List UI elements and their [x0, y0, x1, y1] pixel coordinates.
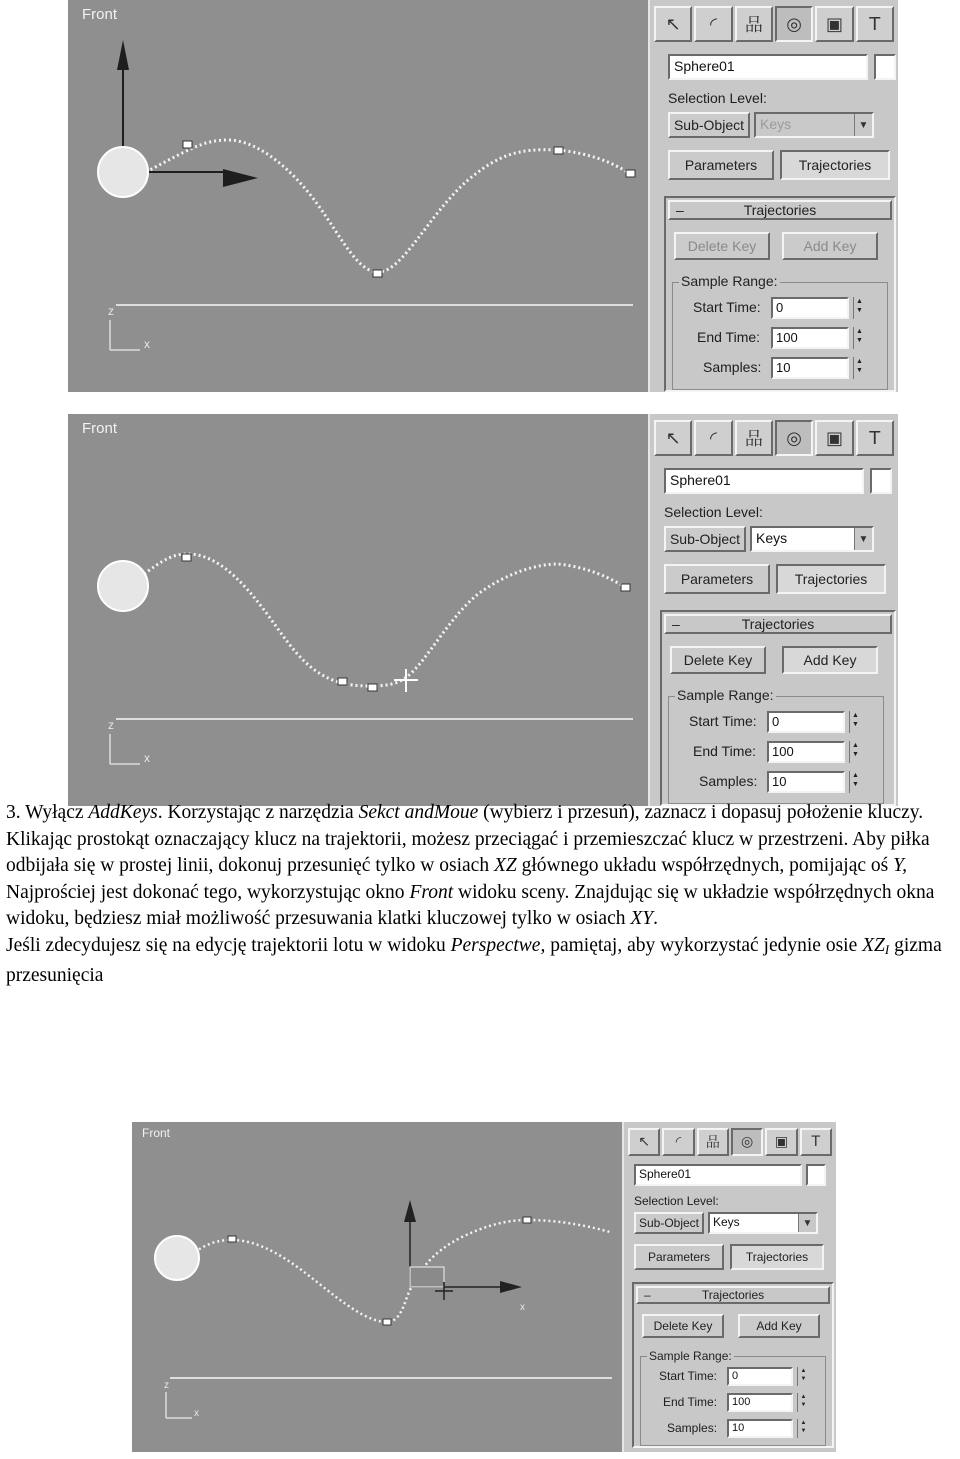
- key-marker: [626, 170, 635, 177]
- delete-key-button[interactable]: Delete Key: [674, 232, 770, 260]
- gizmo-plane-handle: [410, 1267, 444, 1287]
- sample-range-label: Sample Range:: [681, 273, 778, 289]
- end-time-label: End Time:: [693, 743, 757, 759]
- gizmo-x-arrow: [223, 169, 258, 187]
- subobject-dropdown[interactable]: [708, 1212, 818, 1234]
- sample-range-label: Sample Range:: [649, 1349, 732, 1363]
- samples-spinner[interactable]: ▲ ▼: [849, 771, 861, 793]
- front-viewport[interactable]: [132, 1122, 622, 1452]
- object-name-field[interactable]: Sphere01: [668, 54, 868, 80]
- end-time-value: 100: [772, 744, 794, 759]
- end-time-field[interactable]: [767, 741, 845, 763]
- end-time-field[interactable]: [727, 1393, 793, 1412]
- viewport-label[interactable]: Front: [82, 420, 118, 437]
- axis-z-label: z: [164, 1380, 169, 1391]
- axis-x-label: x: [144, 751, 150, 765]
- screenshot-2: [68, 414, 898, 806]
- instruction-paragraph-1: 3. Wyłącz AddKeys. Korzystając z narzędzia Sekct andMoue (wybierz i przesuń), zaznacz i dopasuj położenie kluczy. Klikając prostokąt oznaczający klucz na trajektorii, możesz przeciągać i przemieszczać klucz w przestrzeni. Aby piłka odbijała się w prostej linii, dokonuj przesunięć tylko w osiach XZ głównego układu współrzędnych, pomijając oś Y, Najprościej jest dokonać tego, wykorzystując okno Front widoku sceny. Znajdując się w układzie współrzędnych okna widoku, będziesz miał możliwość przesuwania klatki kluczowej tylko w osiach XY.: [6, 802, 935, 929]
- trajectory-keys: [228, 1217, 531, 1325]
- trajectories-button[interactable]: Trajectories: [730, 1244, 824, 1270]
- key-marker: [523, 1217, 531, 1223]
- rollout-header[interactable]: [664, 614, 892, 634]
- sample-range-group: [640, 1349, 826, 1446]
- end-time-value: 100: [776, 330, 798, 345]
- sample-range-group: [668, 687, 884, 804]
- collapse-icon[interactable]: –: [676, 202, 684, 218]
- trajectory-path: [146, 140, 630, 272]
- key-marker: [554, 147, 563, 154]
- start-time-field[interactable]: [767, 711, 845, 733]
- key-marker: [373, 270, 382, 277]
- object-name-field[interactable]: Sphere01: [664, 468, 864, 494]
- display-icon[interactable]: ▣: [765, 1128, 797, 1156]
- end-time-label: End Time:: [663, 1395, 718, 1409]
- object-color-swatch[interactable]: [870, 468, 892, 494]
- trajectories-button[interactable]: Trajectories: [776, 564, 886, 594]
- object-color-swatch[interactable]: [806, 1164, 826, 1186]
- collapse-icon[interactable]: –: [672, 616, 680, 632]
- subobject-button[interactable]: Sub-Object: [634, 1212, 704, 1234]
- start-time-spinner[interactable]: ▲ ▼: [797, 1367, 809, 1386]
- samples-label: Samples:: [703, 359, 762, 375]
- end-time-value: 100: [732, 1396, 751, 1408]
- start-time-spinner[interactable]: ▲ ▼: [853, 297, 865, 319]
- rollout-header[interactable]: [668, 200, 892, 220]
- modify-icon[interactable]: ◜: [694, 420, 732, 456]
- end-time-spinner[interactable]: ▲ ▼: [853, 327, 865, 349]
- sphere-object: [155, 1236, 199, 1280]
- object-color-swatch[interactable]: [874, 54, 896, 80]
- trajectories-rollout: [632, 1282, 834, 1448]
- motion-icon[interactable]: ◎: [731, 1128, 763, 1156]
- viewport-scene: [68, 414, 648, 806]
- viewport-label[interactable]: Front: [142, 1126, 171, 1140]
- start-time-field[interactable]: [727, 1367, 793, 1386]
- sample-range-label: Sample Range:: [677, 687, 774, 703]
- gizmo-x-label: x: [520, 1302, 525, 1313]
- subobject-button[interactable]: Sub-Object: [664, 526, 746, 552]
- selection-level-label: Selection Level:: [634, 1194, 719, 1208]
- selection-level-label: Selection Level:: [664, 504, 763, 520]
- hierarchy-icon[interactable]: 品: [735, 6, 773, 42]
- rollout-title: Trajectories: [741, 616, 815, 632]
- hierarchy-icon[interactable]: 品: [735, 420, 773, 456]
- parameters-button[interactable]: Parameters: [664, 564, 770, 594]
- start-time-label: Start Time:: [659, 1369, 718, 1383]
- display-icon[interactable]: ▣: [815, 420, 853, 456]
- gizmo-y-arrow: [117, 40, 129, 70]
- parameters-button[interactable]: Parameters: [634, 1244, 724, 1270]
- panel-tabs: [654, 6, 894, 42]
- samples-value: 10: [776, 360, 791, 375]
- motion-icon[interactable]: ◎: [775, 6, 813, 42]
- key-marker: [183, 141, 192, 148]
- subobject-dropdown[interactable]: [754, 112, 874, 138]
- start-time-value: 0: [772, 714, 780, 729]
- collapse-icon[interactable]: –: [644, 1288, 651, 1302]
- subobject-dropdown-value: Keys: [713, 1215, 740, 1229]
- move-cursor-icon: [394, 669, 418, 692]
- utilities-icon[interactable]: T: [800, 1128, 832, 1156]
- front-viewport[interactable]: [68, 0, 648, 392]
- motion-icon[interactable]: ◎: [775, 420, 813, 456]
- sample-range-group: [672, 273, 888, 390]
- trajectory-path: [128, 554, 626, 686]
- key-marker: [182, 554, 191, 561]
- axis-z-label: z: [108, 304, 114, 318]
- trajectories-button[interactable]: Trajectories: [780, 150, 890, 180]
- samples-field[interactable]: [771, 357, 849, 379]
- trajectory-path: [182, 1220, 610, 1322]
- key-marker: [338, 678, 347, 685]
- start-time-spinner[interactable]: ▲ ▼: [849, 711, 861, 733]
- key-marker: [621, 584, 630, 591]
- start-time-label: Start Time:: [689, 713, 757, 729]
- rollout-title: Trajectories: [743, 202, 817, 218]
- start-time-value: 0: [776, 300, 784, 315]
- instruction-paragraph-2: Jeśli zdecydujesz się na edycję trajektorii lotu w widoku Perspectwe, pamiętaj, aby wykorzystać jedynie osie $XZ_I$ gizma przesunięcia: [6, 934, 942, 986]
- command-panel: [648, 414, 898, 806]
- axis-x-label: x: [144, 337, 150, 351]
- instruction-text: [6, 800, 958, 990]
- sphere-object: [98, 561, 148, 611]
- command-panel: [622, 1122, 836, 1452]
- start-time-label: Start Time:: [693, 299, 761, 315]
- parameters-button[interactable]: Parameters: [668, 150, 774, 180]
- selection-level-label: Selection Level:: [668, 90, 767, 106]
- end-time-label: End Time:: [697, 329, 761, 345]
- chevron-down-icon[interactable]: ▼: [854, 528, 872, 550]
- subobject-button[interactable]: Sub-Object: [668, 112, 750, 138]
- key-marker: [228, 1236, 236, 1242]
- create-icon[interactable]: ↖: [628, 1128, 660, 1156]
- front-viewport[interactable]: [68, 414, 648, 806]
- chevron-down-icon[interactable]: ▼: [798, 1214, 816, 1232]
- gizmo-x-arrow: [500, 1281, 522, 1293]
- trajectory-keys: [183, 141, 635, 277]
- modify-icon[interactable]: ◜: [694, 6, 732, 42]
- add-key-button[interactable]: Add Key: [782, 646, 878, 674]
- start-time-field[interactable]: [771, 297, 849, 319]
- subobject-dropdown-value: Keys: [756, 530, 788, 546]
- subobject-dropdown-value: Keys: [760, 116, 792, 132]
- hierarchy-icon[interactable]: 品: [697, 1128, 729, 1156]
- axis-z-label: z: [108, 718, 114, 732]
- samples-spinner[interactable]: ▲ ▼: [853, 357, 865, 379]
- key-marker: [368, 684, 377, 691]
- viewport-label[interactable]: Front: [82, 6, 118, 23]
- samples-field[interactable]: [767, 771, 845, 793]
- samples-label: Samples:: [667, 1421, 718, 1435]
- add-key-button[interactable]: Add Key: [782, 232, 878, 260]
- end-time-field[interactable]: [771, 327, 849, 349]
- samples-label: Samples:: [699, 773, 758, 789]
- chevron-down-icon[interactable]: ▼: [854, 114, 872, 136]
- subobject-dropdown[interactable]: [750, 526, 874, 552]
- create-icon[interactable]: ↖: [654, 6, 692, 42]
- samples-field[interactable]: [727, 1419, 793, 1438]
- create-icon[interactable]: ↖: [654, 420, 692, 456]
- samples-spinner[interactable]: ▲ ▼: [797, 1419, 809, 1438]
- rollout-header[interactable]: [636, 1286, 830, 1304]
- gizmo-y-arrow: [404, 1200, 416, 1222]
- delete-key-button[interactable]: Delete Key: [642, 1314, 724, 1338]
- display-icon[interactable]: ▣: [815, 6, 853, 42]
- utilities-icon[interactable]: T: [856, 420, 894, 456]
- key-marker: [383, 1319, 391, 1325]
- axis-x-label: x: [194, 1408, 199, 1419]
- utilities-icon[interactable]: T: [856, 6, 894, 42]
- viewport-scene: [68, 0, 648, 392]
- sphere-object: [98, 147, 148, 197]
- panel-tabs: [654, 420, 894, 456]
- trajectories-rollout: [660, 610, 896, 806]
- add-key-button[interactable]: Add Key: [738, 1314, 820, 1338]
- object-name-field[interactable]: Sphere01: [634, 1164, 802, 1186]
- command-panel: [648, 0, 898, 392]
- screenshot-1: [68, 0, 898, 392]
- end-time-spinner[interactable]: ▲ ▼: [849, 741, 861, 763]
- start-time-value: 0: [732, 1370, 739, 1382]
- viewport-scene: [132, 1122, 622, 1452]
- samples-value: 10: [732, 1422, 745, 1434]
- end-time-spinner[interactable]: ▲ ▼: [797, 1393, 809, 1412]
- modify-icon[interactable]: ◜: [662, 1128, 694, 1156]
- screenshot-3: [132, 1122, 836, 1452]
- samples-value: 10: [772, 774, 787, 789]
- rollout-title: Trajectories: [701, 1288, 765, 1302]
- panel-tabs: [628, 1128, 832, 1156]
- trajectories-rollout: [664, 196, 896, 392]
- delete-key-button[interactable]: Delete Key: [670, 646, 766, 674]
